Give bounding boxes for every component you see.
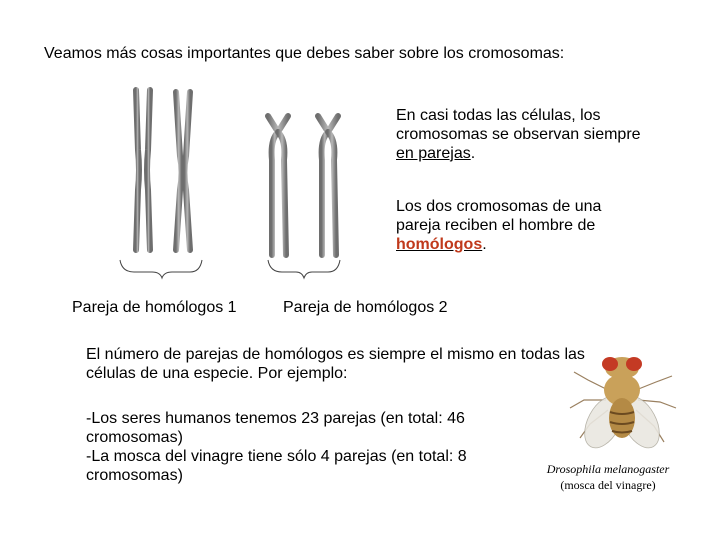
pair-label-2: Pareja de homólogos 2 (283, 299, 448, 316)
brace-pair-2 (268, 260, 340, 278)
examples-list (86, 409, 536, 485)
paragraph-parejas-end: . (470, 145, 476, 162)
paragraph-homologos-text: Los dos cromosomas de una pareja reciben el hombre de (396, 198, 602, 234)
chromosome-pair-2 (268, 116, 338, 255)
species-name: Drosophila melanogaster (546, 462, 670, 476)
homologos-emphasis: homólogos (396, 236, 483, 253)
paragraph-parejas-text: En casi todas las células, los cromosomas se observan siempre (396, 107, 641, 143)
pair-label-1: Pareja de homólogos 1 (72, 299, 237, 316)
fruit-fly-icon (560, 338, 690, 456)
brace-pair-1 (120, 260, 202, 278)
example-fly: -La mosca del vinagre tiene sólo 4 parejas (en total: 8 cromosomas) (86, 448, 467, 484)
page-title: Veamos más cosas importantes que debes saber sobre los cromosomas: (44, 45, 565, 62)
paragraph-homologos-end: . (482, 236, 487, 253)
chromosome-pair-1 (136, 90, 190, 250)
paragraph-numero-parejas: El número de parejas de homólogos es siempre el mismo en todas las células de una especie. Por ejemplo: (86, 346, 585, 382)
fly-caption (538, 461, 678, 493)
parejas-emphasis: en parejas (396, 145, 471, 162)
example-humans: -Los seres humanos tenemos 23 parejas (en total: 46 cromosomas) (86, 410, 465, 446)
chromosome-2b (318, 116, 338, 255)
paragraph-parejas (396, 106, 646, 163)
chromosome-2a (268, 116, 288, 255)
common-name: (mosca del vinagre) (560, 478, 656, 492)
chromosome-1a (136, 90, 150, 250)
chromosome-1b (176, 92, 190, 250)
paragraph-homologos (396, 197, 646, 254)
